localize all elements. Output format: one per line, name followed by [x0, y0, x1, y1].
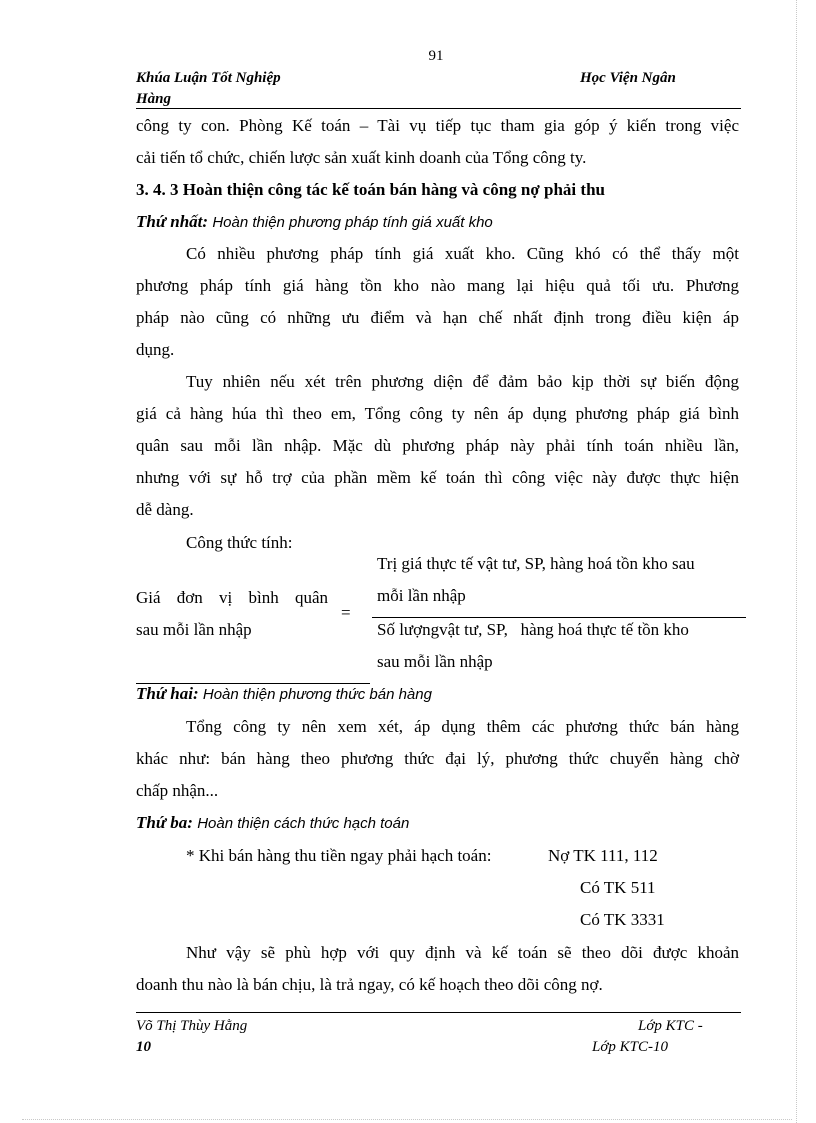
- header-left-line1: Khúa Luận Tốt Nghiệp: [136, 70, 281, 86]
- entry-credit-1: Có TK 511: [580, 878, 656, 897]
- third-heading: [136, 807, 409, 840]
- formula-denominator-line2: sau mỗi lần nhập: [377, 652, 493, 671]
- formula-lhs-line1: Giá đơn vị bình quân: [136, 588, 328, 607]
- header-right: Học Viện Ngân: [580, 70, 676, 86]
- entry-credit-2: Có TK 3331: [580, 910, 665, 929]
- footer-rule: [136, 1012, 741, 1013]
- formula-equals: =: [341, 603, 351, 622]
- third-title: Hoàn thiện cách thức hạch toán: [197, 815, 410, 832]
- page-edge-horizontal: [22, 1119, 792, 1120]
- formula-denominator-line1: Số lượngvật tư, SP, hàng hoá thực tế tồn kho: [377, 620, 689, 639]
- first-label: Thứ nhất:: [136, 212, 209, 231]
- first-heading: [136, 206, 493, 239]
- formula-lhs-line2: sau mỗi lần nhập: [136, 620, 252, 639]
- header-rule: [136, 108, 741, 109]
- footer-right-line1: Lớp KTC -: [638, 1018, 703, 1034]
- p5-line2: doanh thu nào là bán chịu, là trả ngay, có kế hoạch theo dõi công nợ.: [136, 975, 603, 994]
- second-title: Hoàn thiện phương thức bán hàng: [202, 686, 432, 703]
- p1-line2: cải tiến tổ chức, chiến lược sản xuất kinh doanh của Tổng công ty.: [136, 148, 587, 167]
- formula-numerator-line1: Trị giá thực tế vật tư, SP, hàng hoá tồn kho sau: [377, 554, 695, 573]
- third-label: Thứ ba:: [136, 813, 193, 832]
- footer-left-line1: Võ Thị Thùy Hằng: [136, 1018, 248, 1034]
- footer-left-line2: 10: [136, 1039, 151, 1055]
- p3-line5: dễ dàng.: [136, 500, 194, 519]
- formula-numerator-line2: mỗi lần nhập: [377, 586, 466, 605]
- page-edge-vertical: [796, 0, 797, 1123]
- p4-line3: chấp nhận...: [136, 781, 219, 800]
- footer-right-line2: Lớp KTC-10: [592, 1039, 668, 1055]
- p4-line2: khác như: bán hàng theo phương thức đại lý, phương thức chuyển hàng chờ: [136, 749, 739, 768]
- p2-line2: phương pháp tính giá hàng tồn kho nào mang lại hiệu quả tối ưu. Phương: [136, 276, 739, 295]
- p3-line3: quân sau mỗi lần nhập. Mặc dù phương pháp này phải tính toán nhiều lần,: [136, 436, 739, 455]
- second-heading: [136, 678, 432, 711]
- header-left-line2: Hàng: [136, 91, 172, 107]
- p2-line4: dụng.: [136, 340, 175, 359]
- p5-line1: Như vậy sẽ phù hợp với quy định và kế toán sẽ theo dõi được khoản: [186, 943, 739, 962]
- p1-line1: công ty con. Phòng Kế toán – Tài vụ tiếp tục tham gia góp ý kiến trong việc: [136, 116, 739, 135]
- entry-debit: Nợ TK 111, 112: [548, 846, 658, 865]
- p3-line1: Tuy nhiên nếu xét trên phương diện để đảm bảo kịp thời sự biến động: [186, 372, 739, 391]
- p2-line1: Có nhiều phương pháp tính giá xuất kho. Cũng khó có thể thấy một: [186, 244, 739, 263]
- entry-intro: * Khi bán hàng thu tiền ngay phải hạch toán:: [186, 846, 492, 865]
- page-number: 91: [428, 48, 444, 64]
- p4-line1: Tổng công ty nên xem xét, áp dụng thêm các phương thức bán hàng: [186, 717, 739, 736]
- section-heading: 3. 4. 3 Hoàn thiện công tác kế toán bán hàng và công nợ phải thu: [136, 180, 605, 199]
- first-title: Hoàn thiện phương pháp tính giá xuất kho: [212, 214, 493, 231]
- p3-line2: giá cả hàng húa thì theo em, Tổng công ty nên áp dụng phương pháp giá bình: [136, 404, 739, 423]
- p3-line4: nhưng với sự hỗ trợ của phần mềm kế toán thì công việc này được thực hiện: [136, 468, 739, 487]
- formula-intro: Công thức tính:: [186, 533, 293, 552]
- p2-line3: pháp nào cũng có những ưu điểm và hạn chế nhất định trong điều kiện áp: [136, 308, 739, 327]
- second-label: Thứ hai:: [136, 684, 199, 703]
